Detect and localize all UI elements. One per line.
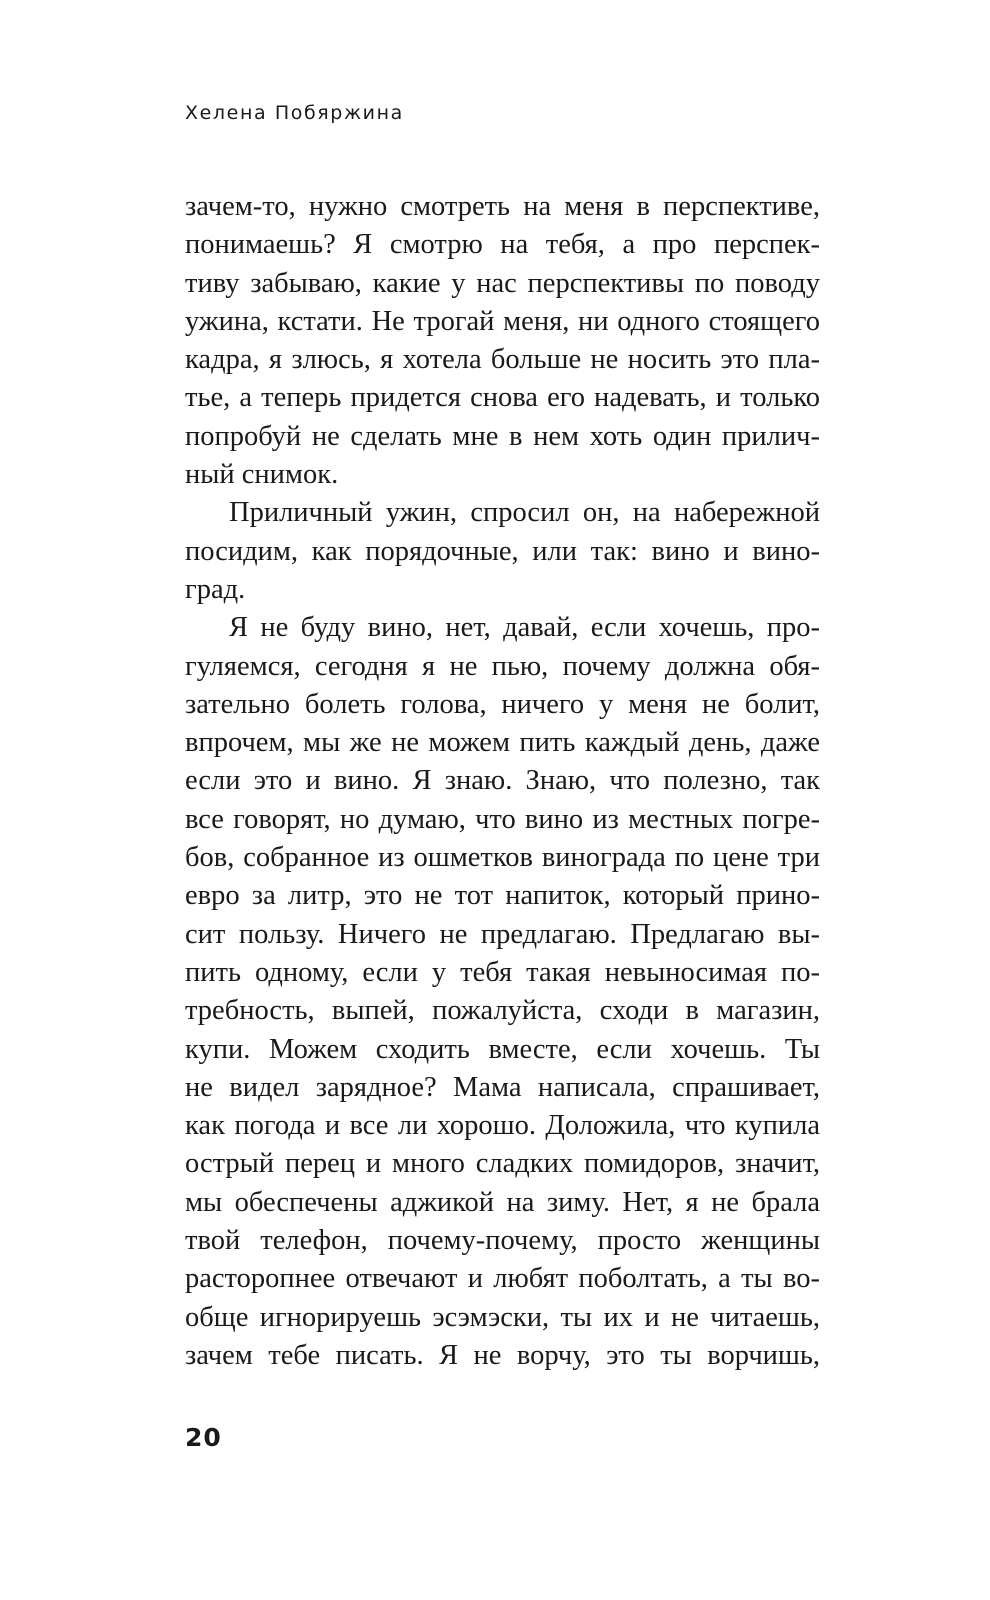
text-line: Я не буду вино, нет, давай, если хочешь, про- xyxy=(229,612,820,644)
text-line: зачем-то, нужно смотреть на меня в перспективе, xyxy=(185,191,820,222)
text-line: бов, собранное из ошметков винограда по цене три xyxy=(185,842,820,874)
text-line: кадра, я злюсь, я хотела больше не носить это пла- xyxy=(185,344,820,376)
text-line: понимаешь? Я смотрю на тебя, а про перспек- xyxy=(185,229,820,261)
text-line: ужина, кстати. Не трогай меня, ни одного стоящего xyxy=(185,305,820,337)
text-line: тиву забываю, какие у нас перспективы по поводу xyxy=(185,267,820,299)
text-line: сит пользу. Ничего не предлагаю. Предлагаю вы- xyxy=(185,918,820,950)
text-line: зачем тебе писать. Я не ворчу, это ты ворчишь, xyxy=(185,1339,820,1371)
text-line: обще игнорируешь эсэмэски, ты их и не читаешь, xyxy=(185,1301,820,1333)
text-line: если это и вино. Я знаю. Знаю, что полезно, так xyxy=(185,765,820,797)
text-line: пить одному, если у тебя такая невыносимая по- xyxy=(185,956,820,988)
text-line: впрочем, мы же не можем пить каждый день, даже xyxy=(185,727,820,759)
text-line: ный снимок. xyxy=(185,459,339,491)
running-head-author: Хелена Побяржина xyxy=(185,102,404,124)
text-line: как погода и все ли хорошо. Доложила, что купила xyxy=(185,1110,820,1142)
text-line: зательно болеть голова, ничего у меня не болит, xyxy=(185,688,820,720)
page-number: 20 xyxy=(185,1423,222,1452)
text-line: мы обеспечены аджикой на зиму. Нет, я не брала xyxy=(185,1186,820,1218)
text-line: не видел зарядное? Мама написала, спрашивает, xyxy=(185,1071,820,1103)
text-line: купи. Можем сходить вместе, если хочешь. Ты xyxy=(185,1033,820,1065)
text-line: тье, а теперь придется снова его надевать, и только xyxy=(185,382,820,414)
text-line: все говорят, но думаю, что вино из местных погре- xyxy=(185,803,820,835)
text-line: попробуй не сделать мне в нем хоть один прилич- xyxy=(185,420,820,452)
text-line: расторопнее отвечают и любят поболтать, а ты во- xyxy=(185,1263,820,1295)
text-line: требность, выпей, пожалуйста, сходи в магазин, xyxy=(185,995,820,1027)
text-line: град. xyxy=(185,573,246,605)
text-line: твой телефон, почему-почему, просто женщины xyxy=(185,1225,820,1257)
text-line: острый перец и много сладких помидоров, значит, xyxy=(185,1148,820,1180)
body-text xyxy=(185,188,820,1375)
text-line: гуляемся, сегодня я не пью, почему должна обя- xyxy=(185,650,820,682)
text-line: Приличный ужин, спросил он, на набережной xyxy=(229,497,820,529)
text-line: евро за литр, это не тот напиток, который прино- xyxy=(185,880,820,912)
text-line: посидим, как порядочные, или так: вино и вино- xyxy=(185,535,820,567)
